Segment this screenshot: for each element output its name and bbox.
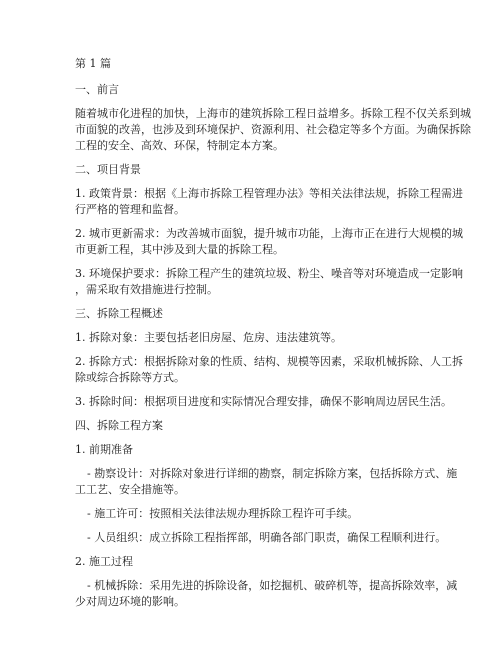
paragraph-line: 工程的安全、高效、环保，特制定本方案。 (75, 139, 284, 152)
bullet-line: - 人员组织：成立拆除工程指挥部，明确各部门职责，确保工程顺利进行。 (87, 531, 447, 544)
list-item-line: 3. 拆除时间：根据项目进度和实际情况合理安排，确保不影响周边居民生活。 (75, 395, 452, 408)
list-item-line: 2. 拆除方式：根据拆除对象的性质、结构、规模等因素，采取机械拆除、人工拆 (75, 355, 463, 368)
bullet-line: - 勘察设计：对拆除对象进行详细的勘察，制定拆除方案，包括拆除方式、施 (87, 467, 458, 480)
bullet-line: 工工艺、安全措施等。 (75, 483, 185, 496)
list-item-line: 行严格的管理和监督。 (75, 203, 185, 216)
subsection-heading: 1. 前期准备 (75, 443, 133, 456)
list-item-line: 1. 政策背景：根据《上海市拆除工程管理办法》等相关法律法规，拆除工程需进 (75, 187, 463, 200)
paragraph-line: 市面貌的改善，也涉及到环境保护、资源利用、社会稳定等多个方面。为确保拆除 (75, 123, 471, 136)
bullet-line: - 施工许可：按照相关法律法规办理拆除工程许可手续。 (87, 507, 359, 520)
list-item-line: 2. 城市更新需求：为改善城市面貌，提升城市功能，上海市正在进行大规模的城 (75, 227, 463, 240)
list-item-line: 3. 环境保护要求：拆除工程产生的建筑垃圾、粉尘、噪音等对环境造成一定影响 (75, 267, 463, 280)
list-item-line: 市更新工程，其中涉及到大量的拆除工程。 (75, 243, 284, 256)
section-heading: 一、前言 (75, 83, 119, 96)
list-item-line: 1. 拆除对象：主要包括老旧房屋、危房、违法建筑等。 (75, 331, 342, 344)
section-heading: 二、项目背景 (75, 163, 141, 176)
bullet-line: - 机械拆除：采用先进的拆除设备，如挖掘机、破碎机等，提高拆除效率，减 (87, 579, 458, 592)
chapter-label: 第 1 篇 (75, 57, 111, 70)
section-heading: 四、拆除工程方案 (75, 419, 163, 432)
list-item-line: 除或综合拆除等方式。 (75, 371, 185, 384)
subsection-heading: 2. 施工过程 (75, 555, 133, 568)
list-item-line: ，需采取有效措施进行控制。 (75, 283, 218, 296)
paragraph-line: 随着城市化进程的加快，上海市的建筑拆除工程日益增多。拆除工程不仅关系到城 (75, 107, 471, 120)
bullet-line: 少对周边环境的影响。 (75, 595, 185, 608)
section-heading: 三、拆除工程概述 (75, 307, 163, 320)
